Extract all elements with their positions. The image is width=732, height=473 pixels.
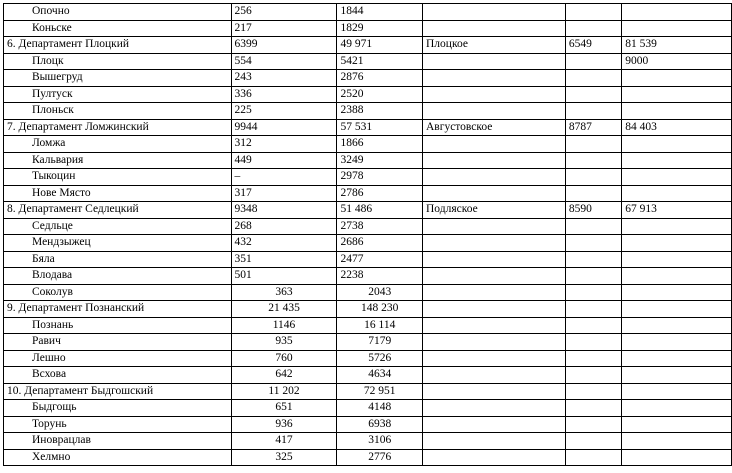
value2-cell: 2520: [337, 86, 423, 103]
value1-cell: 268: [231, 218, 337, 235]
governorate-cell: [423, 433, 566, 450]
value2-cell: 72 951: [337, 383, 423, 400]
name-cell: Соколув: [4, 284, 232, 301]
governorate-cell: [423, 400, 566, 417]
department-row: [4, 119, 732, 136]
gov-value1-cell: [565, 268, 621, 285]
gov-value1-cell: [565, 86, 621, 103]
gov-value2-cell: [622, 334, 732, 351]
gov-value2-cell: [622, 383, 732, 400]
gov-value1-cell: 6549: [565, 37, 621, 54]
governorate-cell: [423, 334, 566, 351]
gov-value1-cell: [565, 235, 621, 252]
governorate-cell: [423, 317, 566, 334]
gov-value1-cell: [565, 136, 621, 153]
value1-cell: 651: [231, 400, 337, 417]
value2-cell: 1866: [337, 136, 423, 153]
governorate-cell: Августовское: [423, 119, 566, 136]
gov-value1-cell: [565, 169, 621, 186]
value2-cell: 4148: [337, 400, 423, 417]
name-cell: Вышегруд: [4, 70, 232, 87]
gov-value2-cell: [622, 70, 732, 87]
gov-value1-cell: [565, 70, 621, 87]
name-cell: Торунь: [4, 416, 232, 433]
value1-cell: 554: [231, 53, 337, 70]
value1-cell: 432: [231, 235, 337, 252]
name-cell: 10. Департамент Быдгошский: [4, 383, 232, 400]
value1-cell: 417: [231, 433, 337, 450]
value2-cell: 2786: [337, 185, 423, 202]
gov-value2-cell: [622, 169, 732, 186]
gov-value2-cell: [622, 251, 732, 268]
governorate-cell: Плоцкое: [423, 37, 566, 54]
name-cell: Пултуск: [4, 86, 232, 103]
value1-cell: 1146: [231, 317, 337, 334]
gov-value2-cell: 84 403: [622, 119, 732, 136]
governorate-cell: [423, 416, 566, 433]
name-cell: Ломжа: [4, 136, 232, 153]
governorate-cell: [423, 20, 566, 37]
gov-value2-cell: [622, 301, 732, 318]
name-cell: Равич: [4, 334, 232, 351]
gov-value1-cell: [565, 284, 621, 301]
name-cell: 6. Департамент Плоцкий: [4, 37, 232, 54]
value2-cell: 4634: [337, 367, 423, 384]
town-row: [4, 251, 732, 268]
value1-cell: 363: [231, 284, 337, 301]
gov-value2-cell: [622, 449, 732, 466]
town-row: [4, 317, 732, 334]
town-row: [4, 136, 732, 153]
gov-value2-cell: [622, 284, 732, 301]
gov-value1-cell: [565, 400, 621, 417]
value2-cell: 2876: [337, 70, 423, 87]
gov-value1-cell: [565, 103, 621, 120]
town-row: [4, 400, 732, 417]
value1-cell: 9944: [231, 119, 337, 136]
town-row: [4, 86, 732, 103]
value2-cell: 1829: [337, 20, 423, 37]
town-row: [4, 284, 732, 301]
gov-value1-cell: [565, 4, 621, 21]
governorate-cell: [423, 301, 566, 318]
town-row: [4, 169, 732, 186]
value2-cell: 2388: [337, 103, 423, 120]
gov-value1-cell: [565, 152, 621, 169]
value2-cell: 16 114: [337, 317, 423, 334]
governorate-cell: [423, 70, 566, 87]
name-cell: 7. Департамент Ломжинский: [4, 119, 232, 136]
value2-cell: 1844: [337, 4, 423, 21]
name-cell: 9. Департамент Познанский: [4, 301, 232, 318]
governorate-cell: [423, 235, 566, 252]
governorate-cell: [423, 284, 566, 301]
governorate-cell: [423, 251, 566, 268]
gov-value2-cell: [622, 103, 732, 120]
gov-value1-cell: [565, 416, 621, 433]
town-row: [4, 433, 732, 450]
value1-cell: 936: [231, 416, 337, 433]
governorate-cell: [423, 103, 566, 120]
name-cell: Кальвария: [4, 152, 232, 169]
name-cell: Познань: [4, 317, 232, 334]
value2-cell: 5726: [337, 350, 423, 367]
value1-cell: 225: [231, 103, 337, 120]
governorate-cell: [423, 53, 566, 70]
value1-cell: 351: [231, 251, 337, 268]
value1-cell: 217: [231, 20, 337, 37]
governorate-cell: [423, 185, 566, 202]
value2-cell: 5421: [337, 53, 423, 70]
value1-cell: 336: [231, 86, 337, 103]
value1-cell: 935: [231, 334, 337, 351]
value2-cell: 2477: [337, 251, 423, 268]
name-cell: Коньске: [4, 20, 232, 37]
gov-value1-cell: [565, 218, 621, 235]
town-row: [4, 449, 732, 466]
value1-cell: 6399: [231, 37, 337, 54]
town-row: [4, 334, 732, 351]
town-row: [4, 367, 732, 384]
gov-value2-cell: [622, 268, 732, 285]
value2-cell: 57 531: [337, 119, 423, 136]
value2-cell: 2686: [337, 235, 423, 252]
gov-value2-cell: [622, 185, 732, 202]
gov-value2-cell: [622, 367, 732, 384]
gov-value2-cell: [622, 152, 732, 169]
governorate-cell: [423, 218, 566, 235]
name-cell: Иноврацлав: [4, 433, 232, 450]
gov-value1-cell: [565, 367, 621, 384]
value1-cell: 9348: [231, 202, 337, 219]
value1-cell: 256: [231, 4, 337, 21]
gov-value2-cell: [622, 86, 732, 103]
value2-cell: 7179: [337, 334, 423, 351]
governorate-cell: [423, 383, 566, 400]
town-row: [4, 152, 732, 169]
town-row: [4, 20, 732, 37]
value2-cell: 2776: [337, 449, 423, 466]
name-cell: Бяла: [4, 251, 232, 268]
gov-value2-cell: [622, 416, 732, 433]
gov-value1-cell: [565, 251, 621, 268]
gov-value2-cell: [622, 218, 732, 235]
town-row: [4, 103, 732, 120]
governorate-cell: [423, 350, 566, 367]
value1-cell: 325: [231, 449, 337, 466]
town-row: [4, 4, 732, 21]
gov-value1-cell: 8787: [565, 119, 621, 136]
name-cell: Плоцк: [4, 53, 232, 70]
gov-value2-cell: [622, 433, 732, 450]
gov-value1-cell: [565, 350, 621, 367]
name-cell: Опочно: [4, 4, 232, 21]
gov-value2-cell: [622, 136, 732, 153]
governorate-cell: [423, 136, 566, 153]
gov-value1-cell: [565, 433, 621, 450]
value2-cell: 6938: [337, 416, 423, 433]
value2-cell: 3249: [337, 152, 423, 169]
governorate-cell: Подляское: [423, 202, 566, 219]
value2-cell: 51 486: [337, 202, 423, 219]
value2-cell: 3106: [337, 433, 423, 450]
value1-cell: 760: [231, 350, 337, 367]
town-row: [4, 70, 732, 87]
gov-value2-cell: [622, 400, 732, 417]
gov-value1-cell: [565, 185, 621, 202]
town-row: [4, 185, 732, 202]
value1-cell: 21 435: [231, 301, 337, 318]
department-row: [4, 383, 732, 400]
gov-value2-cell: [622, 235, 732, 252]
statistics-table: [3, 3, 732, 466]
gov-value2-cell: [622, 20, 732, 37]
name-cell: Лешно: [4, 350, 232, 367]
value2-cell: 2043: [337, 284, 423, 301]
gov-value1-cell: [565, 20, 621, 37]
town-row: [4, 218, 732, 235]
document-page: [3, 3, 732, 466]
governorate-cell: [423, 367, 566, 384]
gov-value1-cell: [565, 383, 621, 400]
governorate-cell: [423, 152, 566, 169]
gov-value1-cell: [565, 53, 621, 70]
name-cell: Тыкоцин: [4, 169, 232, 186]
name-cell: Мендзыжец: [4, 235, 232, 252]
value1-cell: 317: [231, 185, 337, 202]
gov-value1-cell: [565, 449, 621, 466]
governorate-cell: [423, 4, 566, 21]
town-row: [4, 268, 732, 285]
town-row: [4, 235, 732, 252]
value1-cell: 11 202: [231, 383, 337, 400]
governorate-cell: [423, 86, 566, 103]
gov-value2-cell: 81 539: [622, 37, 732, 54]
name-cell: 8. Департамент Седлецкий: [4, 202, 232, 219]
value2-cell: 49 971: [337, 37, 423, 54]
value2-cell: 2978: [337, 169, 423, 186]
department-row: [4, 37, 732, 54]
department-row: [4, 301, 732, 318]
gov-value2-cell: 9000: [622, 53, 732, 70]
value1-cell: –: [231, 169, 337, 186]
name-cell: Нове Място: [4, 185, 232, 202]
gov-value1-cell: [565, 317, 621, 334]
name-cell: Плоньск: [4, 103, 232, 120]
town-row: [4, 350, 732, 367]
governorate-cell: [423, 169, 566, 186]
gov-value1-cell: [565, 334, 621, 351]
name-cell: Хелмно: [4, 449, 232, 466]
department-row: [4, 202, 732, 219]
value2-cell: 148 230: [337, 301, 423, 318]
gov-value2-cell: 67 913: [622, 202, 732, 219]
value1-cell: 312: [231, 136, 337, 153]
governorate-cell: [423, 268, 566, 285]
value1-cell: 243: [231, 70, 337, 87]
value2-cell: 2238: [337, 268, 423, 285]
governorate-cell: [423, 449, 566, 466]
gov-value1-cell: 8590: [565, 202, 621, 219]
gov-value2-cell: [622, 350, 732, 367]
gov-value2-cell: [622, 4, 732, 21]
town-row: [4, 53, 732, 70]
value1-cell: 642: [231, 367, 337, 384]
name-cell: Влодава: [4, 268, 232, 285]
name-cell: Быдгощь: [4, 400, 232, 417]
value1-cell: 501: [231, 268, 337, 285]
value2-cell: 2738: [337, 218, 423, 235]
gov-value2-cell: [622, 317, 732, 334]
town-row: [4, 416, 732, 433]
name-cell: Всхова: [4, 367, 232, 384]
gov-value1-cell: [565, 301, 621, 318]
name-cell: Седльце: [4, 218, 232, 235]
value1-cell: 449: [231, 152, 337, 169]
